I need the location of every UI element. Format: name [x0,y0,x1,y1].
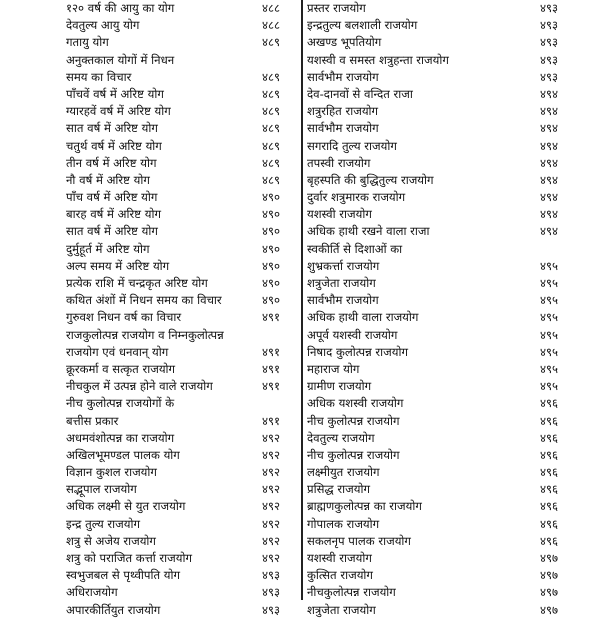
index-entry [303,567,600,584]
entry-title: महाराज योग [307,361,360,376]
entry-page-number: ४९१ [262,361,281,376]
entry-page-number: ४८९ [262,138,281,153]
index-entry [0,258,301,275]
entry-title: अल्प समय में अरिष्ट योग [66,258,170,273]
index-entry [303,241,600,258]
index-entry [303,275,600,292]
index-entry [0,189,301,206]
index-entry [0,464,301,481]
entry-title: सात वर्ष में अरिष्ट योग [66,224,158,239]
entry-title: कथित अंशों में निधन समय का विचार [66,293,222,308]
entry-title: सगरादि तुल्य राजयोग [307,138,397,153]
index-entry [303,172,600,189]
index-entry [0,17,301,34]
entry-page-number: ४९३ [540,1,559,15]
entry-title: १२० वर्ष की आयु का योग [66,1,175,15]
entry-title: स्वभुजबल से पृथ्वीपति योग [66,568,181,583]
index-entry [303,120,600,137]
entry-title: निषाद कुलोत्पन्न राजयोग [307,344,409,359]
entry-title: शत्रुजेता राजयोग [307,276,376,290]
entry-title: पाँचवें वर्ष में अरिष्ट योग [66,86,164,101]
entry-page-number: ४९४ [540,207,559,222]
index-entry [0,516,301,533]
index-entry [0,69,301,86]
index-entry [0,292,301,309]
entry-page-number: ४८९ [262,86,281,101]
entry-page-number: ४९५ [540,310,559,325]
entry-page-number: ४९३ [540,35,559,50]
entry-title: यशस्वी व समस्त शत्रुहन्ता राजयोग [307,52,449,67]
entry-page-number: ४९० [262,207,281,222]
index-entry [0,86,301,103]
entry-page-number: ४८९ [262,69,281,84]
entry-page-number: ४९१ [262,379,281,394]
index-entry [0,120,301,137]
index-entry [303,327,600,344]
entry-page-number: ४९७ [540,568,559,583]
index-entry [303,464,600,481]
index-entry [303,103,600,120]
entry-page-number: ४९२ [262,516,281,531]
entry-title: गतायु योग [66,35,109,50]
entry-page-number: ४९६ [540,447,559,462]
entry-page-number: ४९३ [262,602,281,617]
entry-title: दुर्वार शत्रुमारक राजयोग [307,190,406,205]
entry-page-number: ४९२ [262,551,281,565]
entry-title: प्रस्तर राजयोग [307,1,366,15]
entry-title: शत्रु को पराजित कर्त्ता राजयोग [66,551,192,565]
entry-title: नीचकुलोत्पन्न राजयोग [307,585,396,600]
index-entry [0,275,301,292]
index-entry [0,241,301,258]
entry-page-number: ४९५ [540,327,559,342]
entry-page-number: ४९४ [540,190,559,205]
entry-page-number: ४९३ [540,18,559,33]
entry-page-number: ४८९ [262,35,281,50]
entry-page-number: ४९३ [540,69,559,84]
entry-title: अधिराजयोग [66,585,118,600]
entry-title: अधिक लक्ष्मी से युत राजयोग [66,499,186,514]
entry-page-number: ४९७ [540,602,559,617]
index-entry [303,52,600,69]
entry-page-number: ४९४ [540,104,559,119]
entry-page-number: ४९७ [540,551,559,565]
entry-page-number: ४८९ [262,121,281,136]
entry-page-number: ४९० [262,224,281,239]
entry-title: बारह वर्ष में अरिष्ट योग [66,207,161,222]
entry-title: सार्वभौम राजयोग [307,293,379,308]
entry-page-number: ४८९ [262,155,281,170]
entry-page-number: ४९६ [540,533,559,548]
index-entry [303,550,600,567]
entry-page-number: ४९६ [540,430,559,445]
entry-page-number: ४९५ [540,276,559,290]
entry-page-number: ४९० [262,241,281,256]
index-entry [303,344,600,361]
index-entry [0,498,301,515]
index-entry [0,206,301,223]
entry-title: ग्यारहवें वर्ष में अरिष्ट योग [66,104,171,119]
entry-title: गोपालक राजयोग [307,516,380,531]
index-entry [0,550,301,567]
entry-title: तपस्वी राजयोग [307,155,371,170]
index-entry [0,172,301,189]
entry-page-number: ४९४ [540,138,559,153]
entry-page-number: ४९३ [262,568,281,583]
entry-title: अपूर्व यशस्वी राजयोग [307,327,398,342]
index-entry [0,481,301,498]
entry-page-number: ४९६ [540,396,559,411]
index-entry [0,533,301,550]
index-entry [303,138,600,155]
entry-page-number: ४९६ [540,482,559,497]
entry-title: अखण्ड भूपतियोग [307,35,382,50]
entry-page-number: ४९५ [540,293,559,308]
entry-title: अधिक हाथी रखने वाला राजा [307,224,430,239]
entry-page-number: ४९२ [262,499,281,514]
index-entry [303,395,600,412]
index-entry [303,413,600,430]
entry-title: अधमवंशोत्पन्न का राजयोग [66,430,175,445]
index-entry [0,327,301,344]
index-entry [0,103,301,120]
index-entry [303,189,600,206]
entry-title: अखिलभूमण्डल पालक योग [66,447,180,462]
entry-page-number: ४९० [262,258,281,273]
index-entry [303,0,600,17]
index-entry [0,395,301,412]
index-entry [0,344,301,361]
entry-page-number: ४९६ [540,516,559,531]
entry-title: अपारकीर्तियुत राजयोग [66,602,161,617]
entry-page-number: ४९१ [262,413,281,428]
index-entry [0,378,301,395]
entry-title: नीच कुलोत्पन्न राजयोगों के [66,396,175,411]
index-entry [303,258,600,275]
index-entry [0,430,301,447]
entry-page-number: ४९२ [262,465,281,480]
index-entry [303,155,600,172]
entry-page-number: ४९५ [540,258,559,273]
entry-title: अनुक्तकाल योगों में निधन [66,52,175,67]
entry-title: ग्रामीण राजयोग [307,379,372,394]
right-index-column [303,0,600,617]
entry-title: राजयोग एवं धनवान् योग [66,344,169,359]
entry-title: सकलनृप पालक राजयोग [307,533,411,548]
entry-title: देवतुल्य आयु योग [66,18,140,33]
entry-page-number: ४९२ [262,430,281,445]
entry-title: प्रत्येक राशि में चन्द्रकृत अरिष्ट योग [66,276,208,290]
index-entry [303,498,600,515]
entry-page-number: ४९६ [540,465,559,480]
index-entry [0,447,301,464]
entry-page-number: ४८९ [262,104,281,119]
entry-page-number: ४९३ [262,585,281,600]
index-entry [0,602,301,619]
index-entry [0,52,301,69]
entry-page-number: ४९० [262,276,281,290]
entry-title: इन्द्रतुल्य बलशाली राजयोग [307,18,418,33]
entry-title: कुत्सित राजयोग [307,568,373,583]
entry-title: देवतुल्य राजयोग [307,430,375,445]
entry-title: प्रसिद्ध राजयोग [307,482,370,497]
entry-page-number: ४९५ [540,379,559,394]
index-entry [0,138,301,155]
entry-title: इन्द्र तुल्य राजयोग [66,516,141,531]
entry-title: सार्वभौम राजयोग [307,69,379,84]
entry-title: बृहस्पति की बुद्धितुल्य राजयोग [307,172,434,187]
index-entry [0,0,301,17]
entry-page-number: ४९५ [540,344,559,359]
entry-title: बत्तीस प्रकार [66,413,119,428]
entry-title: ब्राह्मणकुलोत्पन्न का राजयोग [307,499,422,514]
entry-title: राजकुलोत्पन्न राजयोग व निम्नकुलोत्पन्न [66,327,224,342]
entry-title: चतुर्थ वर्ष में अरिष्ट योग [66,138,162,153]
entry-title: समय का विचार [66,69,132,84]
entry-page-number: ४८८ [262,18,281,33]
entry-page-number: ४९४ [540,86,559,101]
entry-title: अधिक यशस्वी राजयोग [307,396,404,411]
entry-page-number: ४९० [262,293,281,308]
index-entry [0,567,301,584]
index-entry [303,309,600,326]
index-entry [303,361,600,378]
index-entry [303,206,600,223]
index-entry [303,447,600,464]
entry-page-number: ४८९ [262,172,281,187]
entry-title: क्रूरकर्मा व सत्कृत राजयोग [66,361,176,376]
index-entry [0,309,301,326]
index-entry [0,413,301,430]
entry-page-number: ४९४ [540,121,559,136]
entry-page-number: ४८८ [262,1,281,15]
entry-title: पाँच वर्ष में अरिष्ट योग [66,190,158,205]
index-entry [303,516,600,533]
entry-title: सार्वभौम राजयोग [307,121,379,136]
entry-page-number: ४९१ [262,310,281,325]
entry-title: विज्ञान कुशल राजयोग [66,465,157,480]
index-entry [303,17,600,34]
index-entry [303,430,600,447]
entry-title: सात वर्ष में अरिष्ट योग [66,121,158,136]
entry-title: नौ वर्ष में अरिष्ट योग [66,172,150,187]
index-entry [303,584,600,601]
entry-page-number: ४९४ [540,155,559,170]
entry-page-number: ४९६ [540,413,559,428]
entry-title: शत्रुजेता राजयोग [307,602,376,617]
entry-title: नीचकुल में उत्पन्न होने वाले राजयोग [66,379,213,394]
entry-title: शुभ्रकर्त्ता राजयोग [307,258,380,273]
entry-page-number: ४९० [262,190,281,205]
entry-title: नीच कुलोत्पन्न राजयोग [307,447,400,462]
entry-title: दुर्मुहूर्त में अरिष्ट योग [66,241,150,256]
index-entry [303,223,600,240]
entry-title: यशस्वी राजयोग [307,207,372,222]
entry-title: स्वकीर्ति से दिशाओं का [307,241,403,256]
entry-page-number: ४९६ [540,499,559,514]
index-entry [303,533,600,550]
entry-title: तीन वर्ष में अरिष्ट योग [66,155,157,170]
entry-title: गुरुवश निधन वर्ष का विचार [66,310,182,325]
index-entry [303,378,600,395]
index-entry [0,155,301,172]
index-entry [303,481,600,498]
entry-page-number: ४९२ [262,533,281,548]
index-entry [303,69,600,86]
entry-title: नीच कुलोत्पन्न राजयोग [307,413,400,428]
index-entry [303,34,600,51]
entry-title: शत्रुरहित राजयोग [307,104,379,119]
index-entry [0,34,301,51]
index-entry [0,223,301,240]
entry-title: शत्रु से अजेय राजयोग [66,533,156,548]
entry-title: लक्ष्मीयुत राजयोग [307,465,380,480]
entry-title: यशस्वी राजयोग [307,551,372,565]
entry-page-number: ४९२ [262,447,281,462]
entry-page-number: ४९४ [540,172,559,187]
entry-page-number: ४९५ [540,361,559,376]
index-entry [303,602,600,619]
index-entry [303,86,600,103]
entry-page-number: ४९४ [540,224,559,239]
entry-page-number: ४९७ [540,585,559,600]
entry-page-number: ४९१ [262,344,281,359]
entry-title: अधिक हाथी वाला राजयोग [307,310,419,325]
entry-page-number: ४९२ [262,482,281,497]
index-entry [303,292,600,309]
index-entry [0,361,301,378]
entry-page-number: ४९३ [540,52,559,67]
entry-title: सद्भूपाल राजयोग [66,482,137,497]
entry-title: देव-दानवों से वन्दित राजा [307,86,413,101]
index-entry [0,584,301,601]
